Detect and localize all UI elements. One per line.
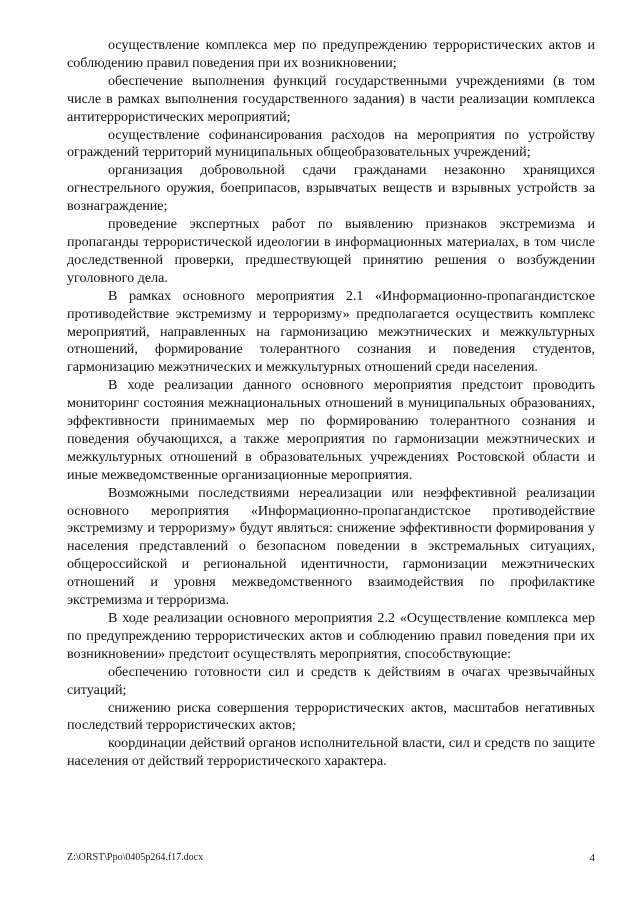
paragraph: осуществление комплекса мер по предупреждению террористических актов и соблюдению правил поведения при их возникновении; bbox=[67, 37, 595, 71]
paragraph: обеспечению готовности сил и средств к действиям в очагах чрезвычайных ситуаций; bbox=[67, 663, 595, 698]
page-number: 4 bbox=[589, 852, 595, 864]
footer-file-path: Z:\ORST\Ppo\0405p264.f17.docx bbox=[67, 852, 204, 863]
paragraph: координации действий органов исполнительной власти, сил и средств по защите населения от действий террористического характера. bbox=[67, 735, 595, 770]
paragraph: организация добровольной сдачи гражданами незаконно хранящихся огнестрельного оружия, боеприпасов, взрывчатых веществ и взрывных устройств за вознаграждение; bbox=[67, 162, 595, 215]
paragraph: Возможными последствиями нереализации или неэффективной реализации основного мероприятия «Информационно-пропагандистское противодействие экстремизму и терроризму» будут являться: снижение эффективности формирования у населения представлений о безопасном поведении в экстремальных ситуациях, общероссийской и региональной идентичности, гармонизации межэтнических отношений и уровня межведомственного взаимодействия по профилактике экстремизма и терроризма. bbox=[67, 484, 595, 609]
document-body bbox=[67, 37, 595, 771]
paragraph: проведение экспертных работ по выявлению признаков экстремизма и пропаганды террористической идеологии в информационных материалах, в том числе доследственной проверки, предшествующей принятию решения о возбуждении уголовного дела. bbox=[67, 216, 595, 286]
paragraph: обеспечение выполнения функций государственными учреждениями (в том числе в рамках выполнения государственного задания) в части реализации комплекса антитеррористических мероприятий; bbox=[67, 72, 595, 125]
paragraph: снижению риска совершения террористических актов, масштабов негативных последствий террористических актов; bbox=[67, 699, 595, 734]
paragraph: В ходе реализации данного основного мероприятия предстоит проводить мониторинг состояния межнациональных отношений в муниципальных образованиях, эффективности принимаемых мер по формированию толерантного сознания и поведения обучающихся, а также мероприятия по гармонизации межэтнических и межкультурных отношений в образовательных учреждениях Ростовской области и иные межведомственные организационные мероприятия. bbox=[67, 377, 595, 483]
paragraph: В рамках основного мероприятия 2.1 «Информационно-пропагандистское противодействие экстремизму и терроризму» предполагается осуществить комплекс мероприятий, направленных на гармонизацию межэтнических и межкультурных отношений, формирование толерантного сознания и поведения студентов, гармонизацию межэтнических и межкультурных отношений среди населения. bbox=[67, 287, 595, 376]
paragraph: В ходе реализации основного мероприятия 2.2 «Осуществление комплекса мер по предупреждению террористических актов и соблюдению правил поведения при их возникновении» предстоит осуществлять мероприятия, способствующие: bbox=[67, 610, 595, 662]
paragraph: осуществление софинансирования расходов на мероприятия по устройству ограждений территорий муниципальных общеобразовательных учреждений; bbox=[67, 126, 595, 161]
